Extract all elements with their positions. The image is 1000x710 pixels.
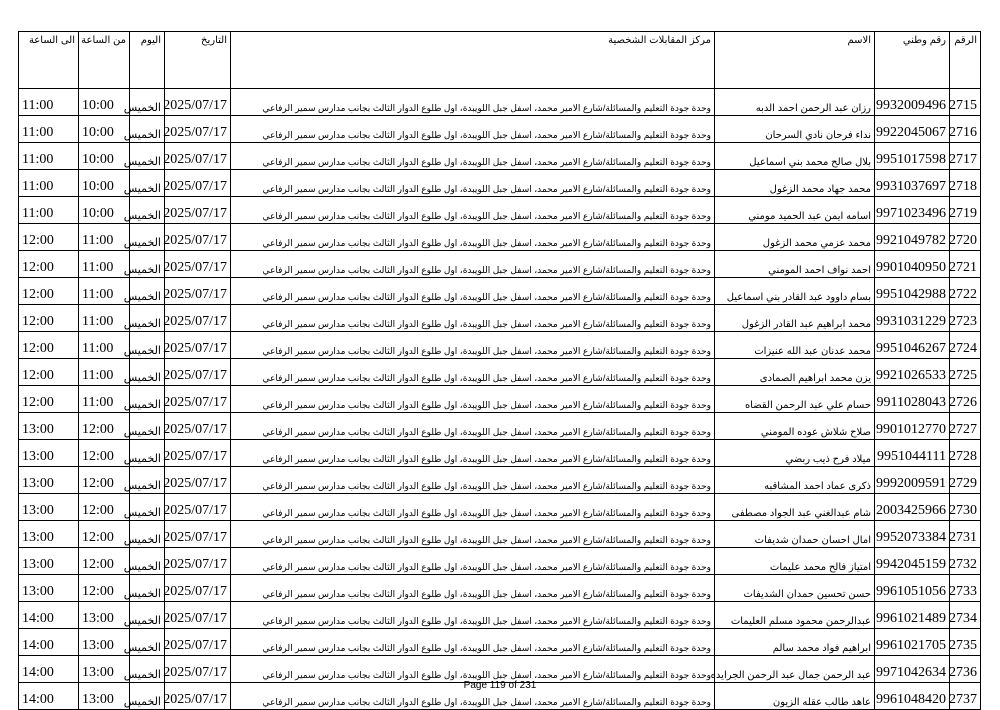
from-time-cell: 10:00: [79, 116, 130, 143]
interview-center-cell: وحدة جودة التعليم والمسائلة/شارع الامير محمد، اسفل جبل اللويبدة، اول طلوع الدوار الثالث بجانب مدارس سمير الرفاعي: [231, 575, 715, 602]
applicant-name-cell: نداء فرحان نادي السرحان: [715, 116, 875, 143]
to-time-cell: 14:00: [19, 683, 79, 710]
from-time-cell: 11:00: [79, 251, 130, 278]
interview-date-cell: 2025/07/17: [165, 143, 231, 170]
interview-center-cell: وحدة جودة التعليم والمسائلة/شارع الامير محمد، اسفل جبل اللويبدة، اول طلوع الدوار الثالث بجانب مدارس سمير الرفاعي: [231, 521, 715, 548]
interview-day-cell: الخميس: [130, 143, 165, 170]
interview-center-cell: وحدة جودة التعليم والمسائلة/شارع الامير محمد، اسفل جبل اللويبدة، اول طلوع الدوار الثالث بجانب مدارس سمير الرفاعي: [231, 116, 715, 143]
interview-date-cell: 2025/07/17: [165, 548, 231, 575]
from-time-cell: 11:00: [79, 278, 130, 305]
table-body: [19, 89, 981, 710]
interview-center-cell: وحدة جودة التعليم والمسائلة/شارع الامير محمد، اسفل جبل اللويبدة، اول طلوع الدوار الثالث بجانب مدارس سمير الرفاعي: [231, 386, 715, 413]
interview-day-cell: الخميس: [130, 521, 165, 548]
interview-date-cell: 2025/07/17: [165, 251, 231, 278]
from-time-cell: 10:00: [79, 143, 130, 170]
to-time-cell: 12:00: [19, 305, 79, 332]
from-time-cell: 12:00: [79, 575, 130, 602]
row-number-cell: 2715: [950, 89, 981, 116]
to-time-cell: 12:00: [19, 332, 79, 359]
interview-date-cell: 2025/07/17: [165, 89, 231, 116]
interview-day-cell: الخميس: [130, 413, 165, 440]
from-time-cell: 11:00: [79, 359, 130, 386]
national-id-cell: 2003425966: [875, 494, 950, 521]
from-time-cell: 13:00: [79, 656, 130, 683]
row-number-cell: 2727: [950, 413, 981, 440]
interview-day-cell: الخميس: [130, 332, 165, 359]
national-id-cell: 9942045159: [875, 548, 950, 575]
national-id-cell: 9932009496: [875, 89, 950, 116]
row-number-cell: 2719: [950, 197, 981, 224]
table-row: [19, 548, 981, 575]
header-from-time: من الساعة: [79, 32, 130, 89]
national-id-cell: 9961051056: [875, 575, 950, 602]
interview-day-cell: الخميس: [130, 224, 165, 251]
header-day: اليوم: [130, 32, 165, 89]
national-id-cell: 9971042634: [875, 656, 950, 683]
applicant-name-cell: محمد عزمي محمد الزغول: [715, 224, 875, 251]
to-time-cell: 13:00: [19, 548, 79, 575]
interview-center-cell: وحدة جودة التعليم والمسائلة/شارع الامير محمد، اسفل جبل اللويبدة، اول طلوع الدوار الثالث بجانب مدارس سمير الرفاعي: [231, 602, 715, 629]
interview-date-cell: 2025/07/17: [165, 656, 231, 683]
applicant-name-cell: اسامه ايمن عبد الحميد مومني: [715, 197, 875, 224]
to-time-cell: 11:00: [19, 116, 79, 143]
interview-date-cell: 2025/07/17: [165, 440, 231, 467]
header-num: الرقم: [950, 32, 981, 89]
interview-date-cell: 2025/07/17: [165, 413, 231, 440]
table-row: [19, 89, 981, 116]
interview-day-cell: الخميس: [130, 278, 165, 305]
header-to-time: الى الساعة: [19, 32, 79, 89]
applicant-name-cell: بسام داوود عبد القادر بني اسماعيل: [715, 278, 875, 305]
table-row: [19, 629, 981, 656]
interview-day-cell: الخميس: [130, 656, 165, 683]
to-time-cell: 14:00: [19, 656, 79, 683]
table-row: [19, 143, 981, 170]
national-id-cell: 9971023496: [875, 197, 950, 224]
from-time-cell: 12:00: [79, 521, 130, 548]
table-row: [19, 305, 981, 332]
interview-day-cell: الخميس: [130, 305, 165, 332]
interview-center-cell: وحدة جودة التعليم والمسائلة/شارع الامير محمد، اسفل جبل اللويبدة، اول طلوع الدوار الثالث بجانب مدارس سمير الرفاعي: [231, 278, 715, 305]
applicant-name-cell: رزان عبد الرحمن احمد الدبه: [715, 89, 875, 116]
page-footer: Page 119 of 231: [463, 680, 537, 691]
interview-day-cell: الخميس: [130, 197, 165, 224]
applicant-name-cell: بلال صالح محمد بني اسماعيل: [715, 143, 875, 170]
table-row: [19, 278, 981, 305]
table-row: [19, 197, 981, 224]
applicant-name-cell: عاهد طالب عقله الزيون: [715, 683, 875, 710]
interview-date-cell: 2025/07/17: [165, 224, 231, 251]
from-time-cell: 11:00: [79, 332, 130, 359]
applicant-name-cell: امتياز فالح محمد عليمات: [715, 548, 875, 575]
row-number-cell: 2720: [950, 224, 981, 251]
table-row: [19, 359, 981, 386]
applicant-name-cell: احمد نواف احمد المومني: [715, 251, 875, 278]
row-number-cell: 2737: [950, 683, 981, 710]
row-number-cell: 2731: [950, 521, 981, 548]
from-time-cell: 12:00: [79, 548, 130, 575]
applicant-name-cell: محمد عدنان عبد الله عنيزات: [715, 332, 875, 359]
to-time-cell: 12:00: [19, 224, 79, 251]
from-time-cell: 10:00: [79, 197, 130, 224]
applicant-name-cell: ذكرى عماد احمد المشاقبه: [715, 467, 875, 494]
applicant-name-cell: شام عبدالغني عبد الجواد مصطفى: [715, 494, 875, 521]
interview-center-cell: وحدة جودة التعليم والمسائلة/شارع الامير محمد، اسفل جبل اللويبدة، اول طلوع الدوار الثالث بجانب مدارس سمير الرفاعي: [231, 197, 715, 224]
table-row: [19, 656, 981, 683]
table-row: [19, 494, 981, 521]
applicant-name-cell: صلاح شلاش عوده المومني: [715, 413, 875, 440]
row-number-cell: 2735: [950, 629, 981, 656]
interview-date-cell: 2025/07/17: [165, 467, 231, 494]
to-time-cell: 11:00: [19, 170, 79, 197]
national-id-cell: 9921026533: [875, 359, 950, 386]
interview-date-cell: 2025/07/17: [165, 386, 231, 413]
applicant-name-cell: ابراهيم فواد محمد سالم: [715, 629, 875, 656]
to-time-cell: 13:00: [19, 494, 79, 521]
interview-day-cell: الخميس: [130, 89, 165, 116]
interview-center-cell: وحدة جودة التعليم والمسائلة/شارع الامير محمد، اسفل جبل اللويبدة، اول طلوع الدوار الثالث بجانب مدارس سمير الرفاعي: [231, 89, 715, 116]
interview-center-cell: وحدة جودة التعليم والمسائلة/شارع الامير محمد، اسفل جبل اللويبدة، اول طلوع الدوار الثالث بجانب مدارس سمير الرفاعي: [231, 413, 715, 440]
table-row: [19, 116, 981, 143]
header-date: التاريخ: [165, 32, 231, 89]
from-time-cell: 13:00: [79, 629, 130, 656]
header-name: الاسم: [715, 32, 875, 89]
to-time-cell: 14:00: [19, 629, 79, 656]
row-number-cell: 2724: [950, 332, 981, 359]
row-number-cell: 2730: [950, 494, 981, 521]
from-time-cell: 11:00: [79, 386, 130, 413]
interview-center-cell: وحدة جودة التعليم والمسائلة/شارع الامير محمد، اسفل جبل اللويبدة، اول طلوع الدوار الثالث بجانب مدارس سمير الرفاعي: [231, 548, 715, 575]
from-time-cell: 12:00: [79, 494, 130, 521]
national-id-cell: 9901012770: [875, 413, 950, 440]
applicant-name-cell: امال احسان حمدان شديفات: [715, 521, 875, 548]
row-number-cell: 2723: [950, 305, 981, 332]
national-id-cell: 9921049782: [875, 224, 950, 251]
interview-date-cell: 2025/07/17: [165, 305, 231, 332]
interview-date-cell: 2025/07/17: [165, 197, 231, 224]
applicant-name-cell: حسام علي عبد الرحمن القضاه: [715, 386, 875, 413]
row-number-cell: 2716: [950, 116, 981, 143]
interview-date-cell: 2025/07/17: [165, 359, 231, 386]
interview-center-cell: وحدة جودة التعليم والمسائلة/شارع الامير محمد، اسفل جبل اللويبدة، اول طلوع الدوار الثالث بجانب مدارس سمير الرفاعي: [231, 251, 715, 278]
to-time-cell: 13:00: [19, 413, 79, 440]
table-row: [19, 575, 981, 602]
interview-day-cell: الخميس: [130, 116, 165, 143]
applicant-name-cell: عبدالرحمن محمود مسلم العليمات: [715, 602, 875, 629]
interview-day-cell: الخميس: [130, 575, 165, 602]
national-id-cell: 9922045067: [875, 116, 950, 143]
to-time-cell: 11:00: [19, 89, 79, 116]
interview-center-cell: وحدة جودة التعليم والمسائلة/شارع الامير محمد، اسفل جبل اللويبدة، اول طلوع الدوار الثالث بجانب مدارس سمير الرفاعي: [231, 629, 715, 656]
interview-date-cell: 2025/07/17: [165, 521, 231, 548]
applicant-name-cell: محمد ابراهيم عبد القادر الزغول: [715, 305, 875, 332]
to-time-cell: 13:00: [19, 467, 79, 494]
to-time-cell: 11:00: [19, 197, 79, 224]
interview-day-cell: الخميس: [130, 494, 165, 521]
header-row: [19, 32, 981, 89]
from-time-cell: 13:00: [79, 602, 130, 629]
interview-date-cell: 2025/07/17: [165, 278, 231, 305]
to-time-cell: 13:00: [19, 575, 79, 602]
row-number-cell: 2734: [950, 602, 981, 629]
interview-date-cell: 2025/07/17: [165, 629, 231, 656]
interview-date-cell: 2025/07/17: [165, 575, 231, 602]
interview-center-cell: وحدة جودة التعليم والمسائلة/شارع الامير محمد، اسفل جبل اللويبدة، اول طلوع الدوار الثالث بجانب مدارس سمير الرفاعي: [231, 683, 715, 710]
interview-day-cell: الخميس: [130, 359, 165, 386]
interview-center-cell: وحدة جودة التعليم والمسائلة/شارع الامير محمد، اسفل جبل اللويبدة، اول طلوع الدوار الثالث بجانب مدارس سمير الرفاعي: [231, 170, 715, 197]
applicant-name-cell: حسن تحسين حمدان الشديفات: [715, 575, 875, 602]
national-id-cell: 9911028043: [875, 386, 950, 413]
national-id-cell: 9951042988: [875, 278, 950, 305]
national-id-cell: 9961021705: [875, 629, 950, 656]
interview-day-cell: الخميس: [130, 629, 165, 656]
row-number-cell: 2733: [950, 575, 981, 602]
from-time-cell: 11:00: [79, 305, 130, 332]
table-row: [19, 413, 981, 440]
interview-center-cell: وحدة جودة التعليم والمسائلة/شارع الامير محمد، اسفل جبل اللويبدة، اول طلوع الدوار الثالث بجانب مدارس سمير الرفاعي: [231, 305, 715, 332]
interview-day-cell: الخميس: [130, 602, 165, 629]
interview-date-cell: 2025/07/17: [165, 602, 231, 629]
interview-center-cell: وحدة جودة التعليم والمسائلة/شارع الامير محمد، اسفل جبل اللويبدة، اول طلوع الدوار الثالث بجانب مدارس سمير الرفاعي: [231, 467, 715, 494]
national-id-cell: 9951017598: [875, 143, 950, 170]
interview-center-cell: وحدة جودة التعليم والمسائلة/شارع الامير محمد، اسفل جبل اللويبدة، اول طلوع الدوار الثالث بجانب مدارس سمير الرفاعي: [231, 656, 715, 683]
from-time-cell: 10:00: [79, 89, 130, 116]
schedule-sheet: [18, 31, 980, 710]
header-center: مركز المقابلات الشخصية: [231, 32, 715, 89]
national-id-cell: 9901040950: [875, 251, 950, 278]
header-national-id: رقم وطني: [875, 32, 950, 89]
interview-day-cell: الخميس: [130, 440, 165, 467]
interview-schedule-table: [18, 31, 981, 710]
national-id-cell: 9931031229: [875, 305, 950, 332]
row-number-cell: 2721: [950, 251, 981, 278]
table-row: [19, 332, 981, 359]
from-time-cell: 10:00: [79, 170, 130, 197]
interview-center-cell: وحدة جودة التعليم والمسائلة/شارع الامير محمد، اسفل جبل اللويبدة، اول طلوع الدوار الثالث بجانب مدارس سمير الرفاعي: [231, 359, 715, 386]
table-row: [19, 440, 981, 467]
interview-day-cell: الخميس: [130, 467, 165, 494]
applicant-name-cell: ميلاد فرح ذيب ربضي: [715, 440, 875, 467]
interview-date-cell: 2025/07/17: [165, 170, 231, 197]
applicant-name-cell: محمد جهاد محمد الزغول: [715, 170, 875, 197]
from-time-cell: 11:00: [79, 224, 130, 251]
row-number-cell: 2729: [950, 467, 981, 494]
row-number-cell: 2728: [950, 440, 981, 467]
interview-date-cell: 2025/07/17: [165, 332, 231, 359]
interview-day-cell: الخميس: [130, 386, 165, 413]
applicant-name-cell: يزن محمد ابراهيم الصمادى: [715, 359, 875, 386]
table-row: [19, 467, 981, 494]
national-id-cell: 9952073384: [875, 521, 950, 548]
interview-date-cell: 2025/07/17: [165, 494, 231, 521]
to-time-cell: 12:00: [19, 386, 79, 413]
from-time-cell: 12:00: [79, 413, 130, 440]
interview-date-cell: 2025/07/17: [165, 116, 231, 143]
table-row: [19, 170, 981, 197]
row-number-cell: 2726: [950, 386, 981, 413]
from-time-cell: 12:00: [79, 440, 130, 467]
from-time-cell: 12:00: [79, 467, 130, 494]
row-number-cell: 2732: [950, 548, 981, 575]
row-number-cell: 2725: [950, 359, 981, 386]
interview-center-cell: وحدة جودة التعليم والمسائلة/شارع الامير محمد، اسفل جبل اللويبدة، اول طلوع الدوار الثالث بجانب مدارس سمير الرفاعي: [231, 494, 715, 521]
national-id-cell: 9951046267: [875, 332, 950, 359]
to-time-cell: 11:00: [19, 143, 79, 170]
national-id-cell: 9951044111: [875, 440, 950, 467]
national-id-cell: 9931037697: [875, 170, 950, 197]
table-row: [19, 224, 981, 251]
to-time-cell: 13:00: [19, 521, 79, 548]
national-id-cell: 9961048420: [875, 683, 950, 710]
table-row: [19, 386, 981, 413]
interview-center-cell: وحدة جودة التعليم والمسائلة/شارع الامير محمد، اسفل جبل اللويبدة، اول طلوع الدوار الثالث بجانب مدارس سمير الرفاعي: [231, 440, 715, 467]
interview-day-cell: الخميس: [130, 683, 165, 710]
interview-center-cell: وحدة جودة التعليم والمسائلة/شارع الامير محمد، اسفل جبل اللويبدة، اول طلوع الدوار الثالث بجانب مدارس سمير الرفاعي: [231, 332, 715, 359]
interview-day-cell: الخميس: [130, 548, 165, 575]
row-number-cell: 2717: [950, 143, 981, 170]
to-time-cell: 14:00: [19, 602, 79, 629]
table-row: [19, 521, 981, 548]
interview-center-cell: وحدة جودة التعليم والمسائلة/شارع الامير محمد، اسفل جبل اللويبدة، اول طلوع الدوار الثالث بجانب مدارس سمير الرفاعي: [231, 143, 715, 170]
interview-day-cell: الخميس: [130, 251, 165, 278]
to-time-cell: 12:00: [19, 251, 79, 278]
row-number-cell: 2722: [950, 278, 981, 305]
interview-date-cell: 2025/07/17: [165, 683, 231, 710]
interview-day-cell: الخميس: [130, 170, 165, 197]
to-time-cell: 13:00: [19, 440, 79, 467]
table-row: [19, 602, 981, 629]
row-number-cell: 2718: [950, 170, 981, 197]
interview-center-cell: وحدة جودة التعليم والمسائلة/شارع الامير محمد، اسفل جبل اللويبدة، اول طلوع الدوار الثالث بجانب مدارس سمير الرفاعي: [231, 224, 715, 251]
national-id-cell: 9961021489: [875, 602, 950, 629]
to-time-cell: 12:00: [19, 278, 79, 305]
national-id-cell: 9992009591: [875, 467, 950, 494]
table-row: [19, 251, 981, 278]
applicant-name-cell: عبد الرحمن جمال عبد الرحمن الجرايده: [715, 656, 875, 683]
row-number-cell: 2736: [950, 656, 981, 683]
from-time-cell: 13:00: [79, 683, 130, 710]
to-time-cell: 12:00: [19, 359, 79, 386]
